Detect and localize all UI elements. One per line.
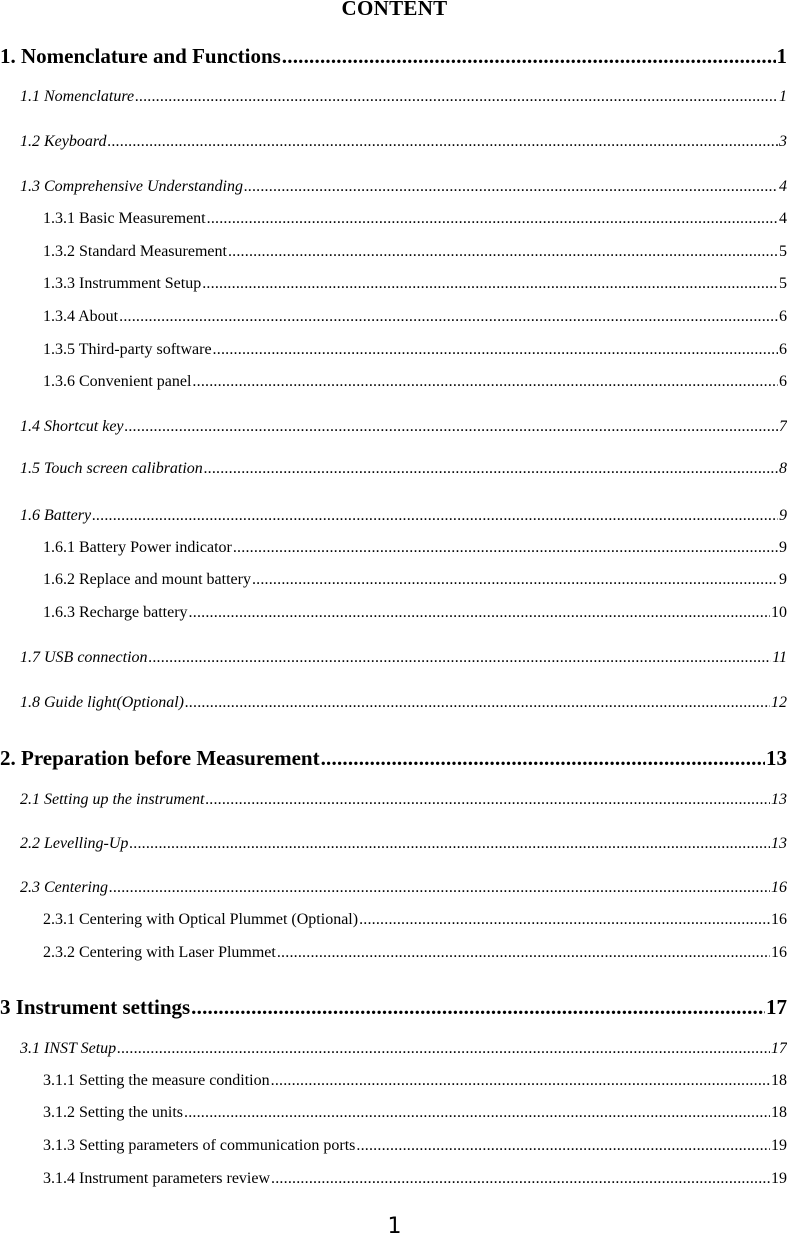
dot-leader [282, 44, 776, 69]
toc-entry-page: 16 [771, 944, 787, 961]
toc-entry-page: 5 [779, 275, 787, 292]
toc-entry-label: 3.1.2 Setting the units [43, 1104, 183, 1121]
toc-entry-label: 3.1.3 Setting parameters of communication ports [43, 1137, 356, 1154]
toc-entry-label: 1.4 Shortcut key [20, 418, 124, 435]
toc-entry-label: 3.1.1 Setting the measure condition [43, 1072, 270, 1089]
toc-entry[interactable] [43, 1137, 787, 1159]
toc-entry-label: 2.3 Centering [20, 879, 108, 896]
toc-entry[interactable] [20, 1040, 787, 1062]
dot-leader [192, 373, 778, 391]
toc-entry[interactable] [0, 995, 787, 1023]
toc-entry-label: 1.3 Comprehensive Understanding [20, 178, 243, 195]
toc-entry-page: 16 [771, 879, 787, 896]
dot-leader [356, 1137, 770, 1155]
toc-entry[interactable] [43, 1170, 787, 1192]
toc-entry-page: 3 [779, 133, 787, 150]
toc-entry-page: 18 [771, 1072, 787, 1089]
dot-leader [108, 133, 778, 151]
dot-leader [135, 88, 778, 106]
dot-leader [205, 791, 770, 809]
toc-entry-label: 1.7 USB connection [20, 649, 148, 666]
toc-entry-page: 9 [779, 507, 787, 524]
dot-leader [125, 418, 778, 436]
toc-entry-label: 1.6.2 Replace and mount battery [43, 571, 251, 588]
toc-entry-label: 1.3.6 Convenient panel [43, 373, 192, 390]
toc-entry[interactable] [43, 1104, 787, 1126]
toc-entry-page: 10 [771, 604, 787, 621]
toc-entry-page: 17 [771, 1040, 787, 1057]
toc-entry[interactable] [43, 604, 787, 626]
dot-leader [277, 944, 770, 962]
toc-entry-page: 9 [779, 571, 787, 588]
dot-leader [228, 243, 778, 261]
dot-leader [119, 308, 778, 326]
dot-leader [92, 507, 778, 525]
toc-entry-page: 11 [772, 649, 787, 666]
toc-entry-page: 18 [771, 1104, 787, 1121]
dot-leader [271, 1170, 770, 1188]
toc-entry-page: 19 [771, 1170, 787, 1187]
toc-entry-label: 2.2 Levelling-Up [20, 835, 129, 852]
toc-entry-label: 1.3.5 Third-party software [43, 341, 212, 358]
toc-entry[interactable] [20, 835, 787, 857]
toc-entry-label: 1.3.2 Standard Measurement [43, 243, 227, 260]
toc-entry-page: 6 [779, 373, 787, 390]
toc-entry[interactable] [43, 308, 787, 330]
toc-entry-label: 2.3.1 Centering with Optical Plummet (Optional) [43, 911, 359, 928]
dot-leader [191, 995, 765, 1020]
toc-entry-page: 13 [766, 746, 787, 770]
toc-entry[interactable] [43, 341, 787, 363]
toc-entry[interactable] [43, 571, 787, 593]
toc-entry-page: 1 [779, 88, 787, 105]
toc-entry[interactable] [43, 373, 787, 395]
toc-entry[interactable] [20, 418, 787, 440]
dot-leader [117, 1040, 770, 1058]
dot-leader [359, 911, 770, 929]
toc-entry-page: 6 [779, 308, 787, 325]
page-number: 1 [387, 1214, 402, 1239]
dot-leader [184, 1104, 770, 1122]
dot-leader [207, 210, 778, 228]
toc-entry-label: 1.1 Nomenclature [20, 88, 135, 105]
dot-leader [233, 539, 778, 557]
toc-entry-label: 3 Instrument settings [0, 995, 191, 1019]
toc-entry-label: 3.1.4 Instrument parameters review [43, 1170, 271, 1187]
dot-leader [109, 879, 770, 897]
toc-entry[interactable] [43, 275, 787, 297]
toc-entry-label: 2. Preparation before Measurement [0, 746, 320, 770]
toc-entry[interactable] [20, 791, 787, 813]
toc-entry-label: 1.3.1 Basic Measurement [43, 210, 206, 227]
toc-entry-label: 1.3.3 Instrumment Setup [43, 275, 202, 292]
toc-entry-page: 16 [771, 911, 787, 928]
dot-leader [252, 571, 778, 589]
toc-entry-label: 1.8 Guide light(Optional) [20, 694, 184, 711]
toc-entry-label: 1.6.1 Battery Power indicator [43, 539, 232, 556]
toc-entry-page: 13 [771, 835, 787, 852]
toc-entry[interactable] [20, 88, 787, 110]
toc-entry-label: 1.5 Touch screen calibration [20, 460, 203, 477]
toc-entry-label: 1.6 Battery [20, 507, 92, 524]
dot-leader [213, 341, 778, 359]
toc-entry-page: 5 [779, 243, 787, 260]
toc-entry[interactable] [43, 911, 787, 933]
dot-leader [321, 746, 765, 771]
dot-leader [129, 835, 770, 853]
toc-entry-label: 1.2 Keyboard [20, 133, 107, 150]
toc-entry[interactable] [20, 460, 787, 482]
toc-entry-page: 7 [779, 418, 787, 435]
toc-entry[interactable] [43, 1072, 787, 1094]
toc-entry[interactable] [20, 649, 787, 671]
toc-entry[interactable] [43, 243, 787, 265]
toc-entry[interactable] [43, 210, 787, 232]
toc-entry-page: 19 [771, 1137, 787, 1154]
toc-entry[interactable] [20, 507, 787, 529]
toc-entry-page: 4 [779, 210, 787, 227]
dot-leader [185, 694, 770, 712]
toc-entry-label: 1.6.3 Recharge battery [43, 604, 188, 621]
toc-entry[interactable] [43, 539, 787, 561]
toc-entry[interactable] [43, 944, 787, 966]
toc-entry[interactable] [20, 133, 787, 155]
toc-entry[interactable] [20, 178, 787, 200]
toc-entry[interactable] [20, 694, 787, 716]
toc-entry-page: 13 [771, 791, 787, 808]
toc-entry-page: 6 [779, 341, 787, 358]
toc-entry-page: 1 [776, 44, 787, 68]
toc-title: CONTENT [341, 0, 448, 20]
toc-entry-label: 1. Nomenclature and Functions [0, 44, 281, 68]
toc-entry-page: 9 [779, 539, 787, 556]
dot-leader [271, 1072, 770, 1090]
toc-entry-label: 3.1 INST Setup [20, 1040, 117, 1057]
toc-entry-label: 1.3.4 About [43, 308, 119, 325]
toc-entry-page: 8 [779, 460, 787, 477]
dot-leader [202, 275, 778, 293]
toc-entry-page: 4 [779, 178, 787, 195]
toc-entry-page: 17 [766, 995, 787, 1019]
toc-entry-page: 12 [771, 694, 787, 711]
toc-entry-label: 2.3.2 Centering with Laser Plummet [43, 944, 276, 961]
toc-entry[interactable] [20, 879, 787, 901]
dot-leader [244, 178, 778, 196]
dot-leader [149, 649, 772, 667]
dot-leader [204, 460, 778, 478]
toc-entry[interactable] [0, 746, 787, 774]
dot-leader [189, 604, 770, 622]
toc-entry[interactable] [0, 44, 787, 72]
toc-entry-label: 2.1 Setting up the instrument [20, 791, 205, 808]
